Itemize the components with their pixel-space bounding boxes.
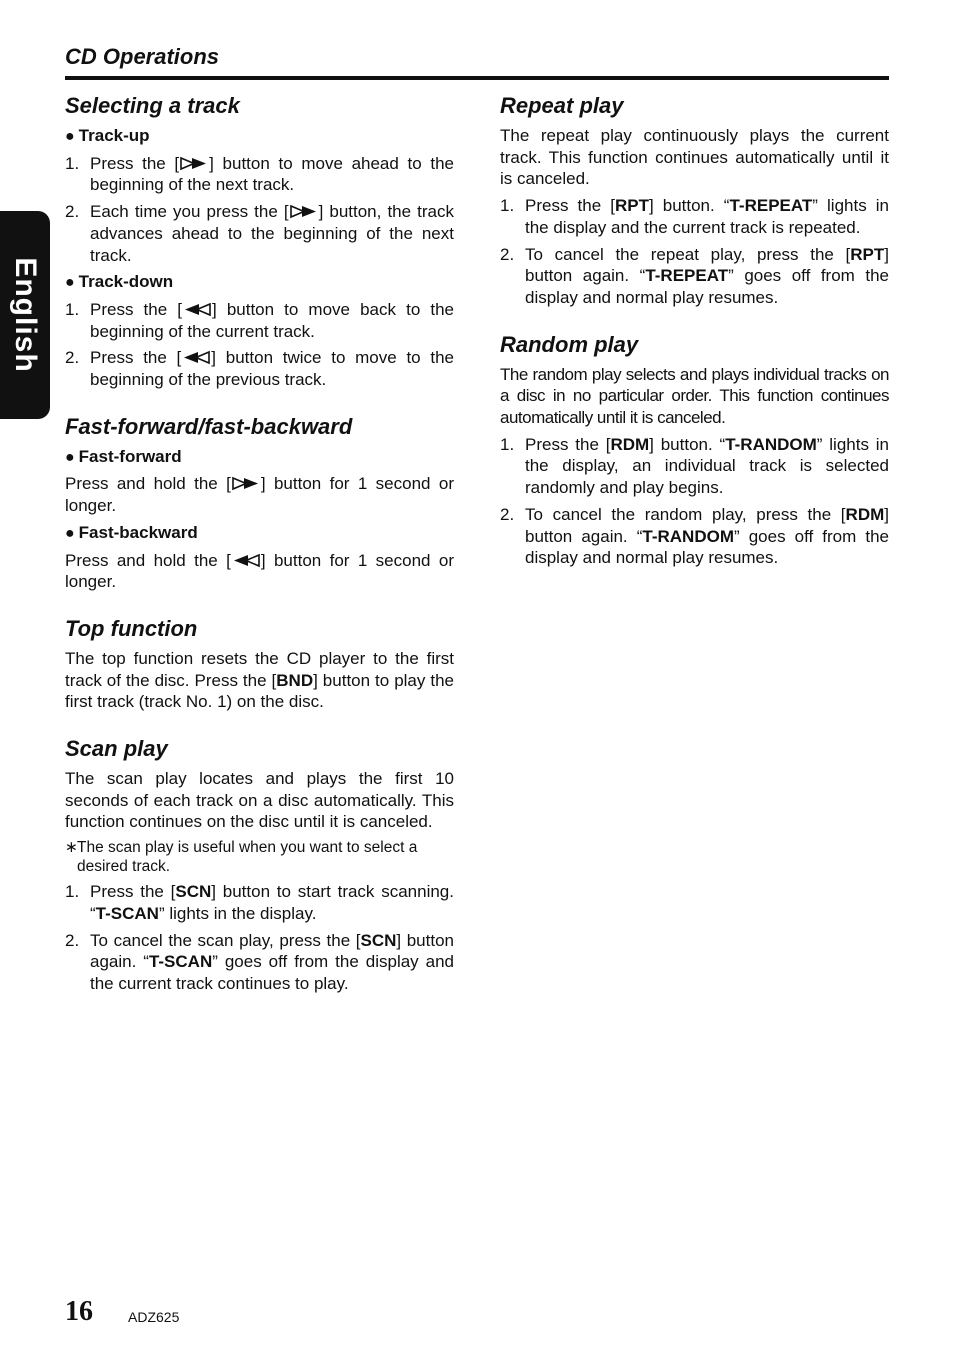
display-indicator: T-SCAN	[148, 952, 213, 972]
list-item: 1. Press the [RPT] button. “T-REPEAT” lights in the display and the current track is repeated.	[500, 196, 889, 237]
random-play-intro: The random play selects and plays individual tracks on a disc in no particular order. This function continues automatically until it is canceled.	[500, 364, 889, 428]
bullet-icon: ●	[65, 448, 75, 466]
language-tab-label: English	[9, 257, 42, 373]
fast-backward-icon	[182, 302, 212, 317]
track-up-steps	[65, 153, 454, 267]
list-item: 1. Press the [RDM] button. “T-RANDOM” lights in the display, an individual track is selected randomly and play begins.	[500, 434, 890, 498]
section-title: Top function	[65, 615, 198, 641]
asterisk-icon: ∗	[65, 839, 78, 857]
display-indicator: T-REPEAT	[729, 196, 813, 216]
section-title: Repeat play	[500, 93, 624, 118]
subheading-fast-forward: ● Fast-forward	[65, 446, 182, 466]
key-label: RPT	[614, 196, 649, 216]
language-tab	[0, 211, 50, 419]
fast-forward-icon	[289, 204, 319, 219]
display-indicator: T-SCAN	[95, 903, 159, 923]
section-title: Selecting a track	[65, 93, 240, 118]
display-indicator: T-RANDOM	[725, 434, 817, 454]
fast-backward-text: Press and hold the [ ] button for 1 second or longer.	[65, 550, 454, 592]
scan-play-intro: The scan play locates and plays the first 10 seconds of each track on a disc automatically. This function continues on the disc until it is canceled.	[65, 769, 454, 832]
scan-play-steps	[65, 881, 454, 995]
bullet-icon: ●	[65, 274, 75, 292]
bullet-icon: ●	[65, 524, 75, 542]
list-item: 2. To cancel the scan play, press the [SCN] button again. “T-SCAN” goes off from the display and the current track continues to play.	[65, 930, 454, 993]
header-rule	[65, 76, 889, 80]
list-item: 2. Each time you press the [ ] button, the track advances ahead to the beginning of the next track.	[65, 202, 454, 265]
subheading-track-down: ● Track-down	[65, 272, 174, 292]
section-selecting-track	[65, 92, 454, 391]
key-label: RDM	[845, 504, 885, 524]
subheading-fast-backward: ● Fast-backward	[65, 522, 198, 542]
track-down-steps	[65, 299, 454, 391]
fast-forward-icon	[231, 476, 261, 491]
page-number: 16	[65, 1296, 93, 1327]
repeat-play-intro: The repeat play continuously plays the current track. This function continues automatically until it is canceled.	[500, 126, 889, 189]
fast-backward-icon	[231, 553, 261, 568]
key-label: SCN	[360, 930, 397, 950]
subheading-track-up: ● Track-up	[65, 126, 150, 145]
fast-forward-icon	[179, 156, 209, 171]
fast-backward-icon	[181, 350, 211, 365]
section-fast-forward	[65, 413, 454, 593]
list-item: 1. Press the [SCN] button to start track scanning. “T-SCAN” lights in the display.	[65, 882, 454, 923]
key-label: SCN	[175, 882, 212, 902]
key-label: RDM	[610, 434, 650, 454]
display-indicator: T-REPEAT	[645, 266, 729, 286]
list-item: 1. Press the [ ] button to move back to the beginning of the current track.	[65, 299, 454, 341]
key-label: BND	[276, 670, 314, 690]
top-function-text: The top function resets the CD player to the first track of the disc. Press the [BND] button to play the first track (track No. 1) on the disc.	[65, 648, 454, 712]
fast-forward-text: Press and hold the [ ] button for 1 second or longer.	[65, 474, 454, 516]
display-indicator: T-RANDOM	[642, 526, 734, 546]
left-column	[65, 92, 454, 1017]
right-column	[500, 92, 889, 591]
key-label: RPT	[850, 244, 885, 264]
section-title: Random play	[500, 331, 639, 357]
section-title: Fast-forward/fast-backward	[65, 413, 353, 439]
list-item: 2. To cancel the repeat play, press the [RPT] button again. “T-REPEAT” goes off from the display and normal play resumes.	[500, 244, 889, 307]
list-item: 1. Press the [ ] button to move ahead to the beginning of the next track.	[65, 153, 454, 195]
list-item: 2. Press the [ ] button twice to move to the beginning of the previous track.	[65, 348, 454, 390]
section-scan-play	[65, 735, 454, 995]
section-top-function	[65, 615, 454, 713]
section-random-play	[500, 331, 889, 569]
model-number: ADZ625	[128, 1309, 180, 1325]
section-title: Scan play	[65, 736, 168, 762]
section-repeat-play	[500, 92, 889, 309]
list-item: 2. To cancel the random play, press the [RDM] button again. “T-RANDOM” goes off from the display and normal play resumes.	[500, 504, 889, 568]
bullet-icon: ●	[65, 128, 75, 145]
repeat-play-steps	[500, 195, 889, 309]
page-title: CD Operations	[65, 44, 220, 69]
scan-play-note: ∗ The scan play is useful when you want to select a desired track.	[65, 839, 418, 876]
random-play-steps	[500, 434, 889, 569]
